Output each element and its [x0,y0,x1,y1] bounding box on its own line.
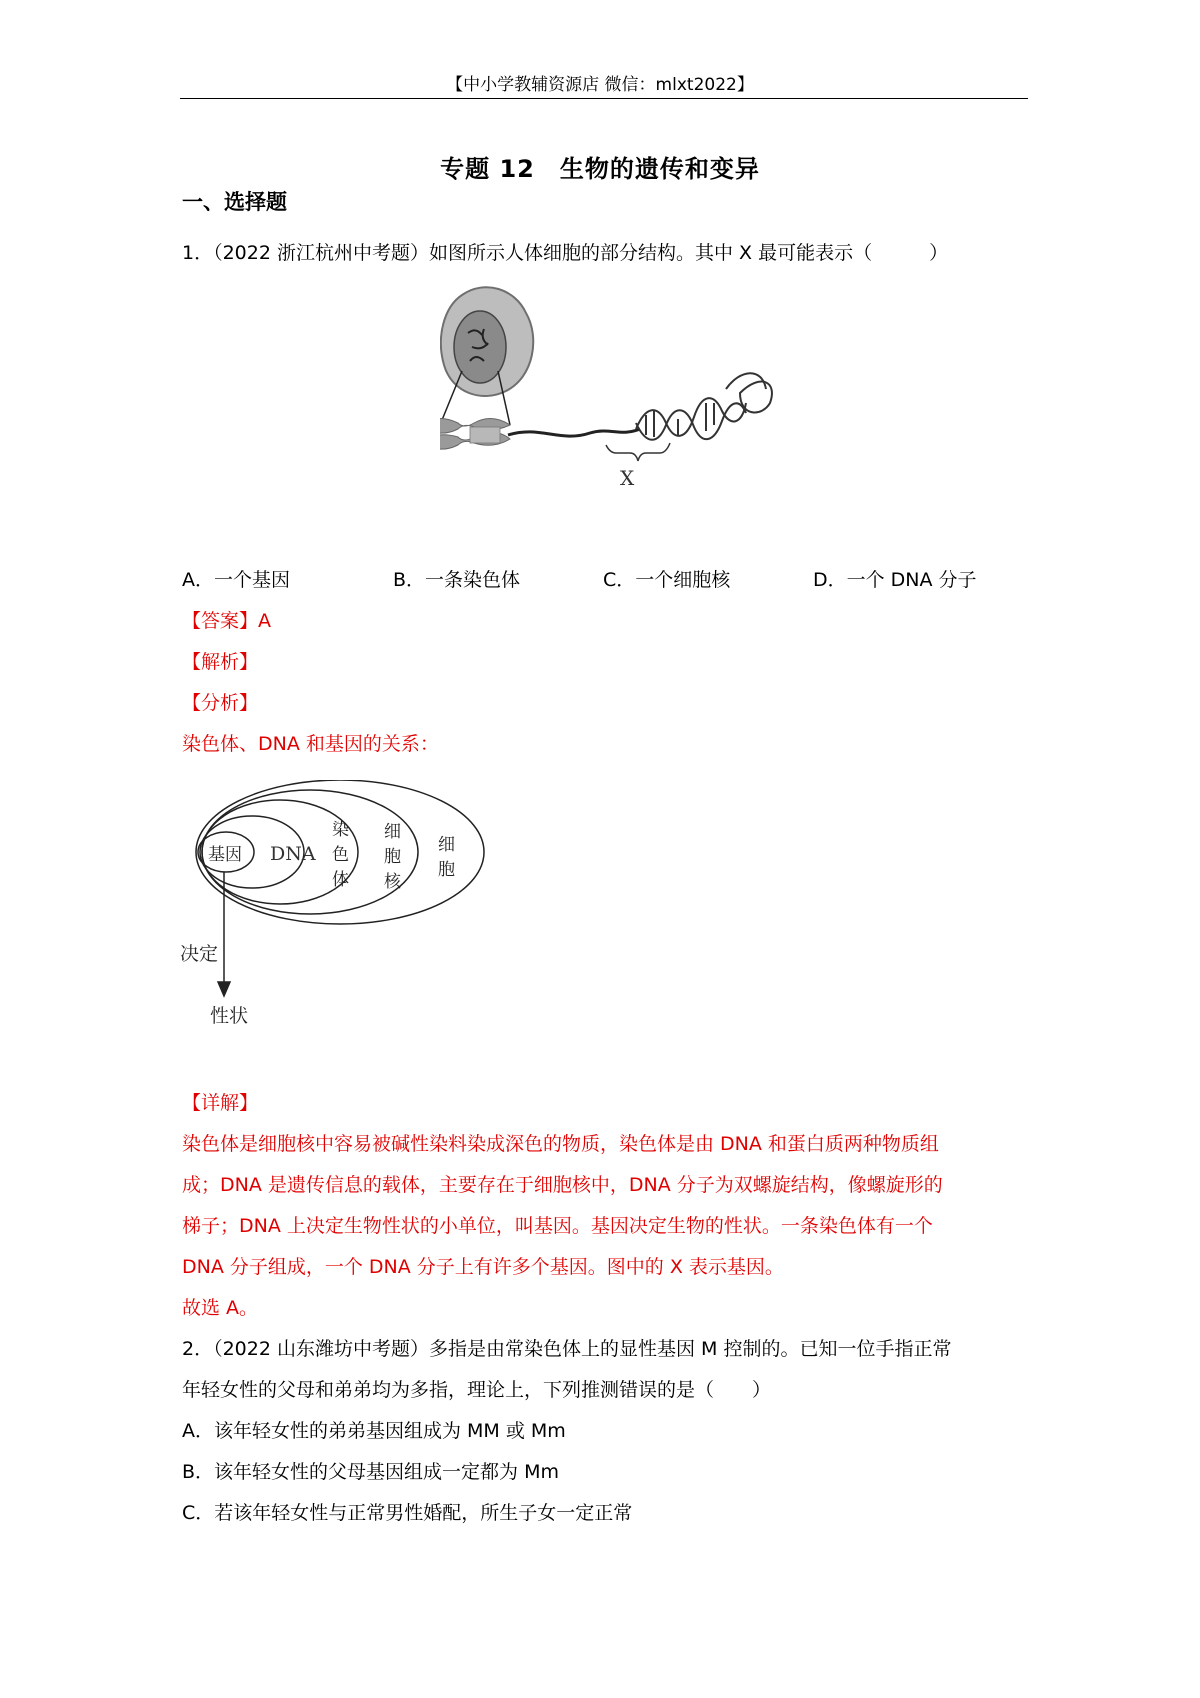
venn-decide-label: 决定 [180,943,219,965]
q1-explanation-line-3: 梯子；DNA 上决定生物性状的小单位，叫基因。基因决定生物的性状。一条染色体有一个 [182,1215,933,1237]
cell-dna-svg [440,285,780,510]
q1-explanation-line-4: DNA 分子组成，一个 DNA 分子上有许多个基因。图中的 X 表示基因。 [182,1256,784,1278]
q1-option-d: D．一个 DNA 分子 [813,569,977,591]
dna-thread [508,429,640,436]
venn-chromosome-char-2: 色 [332,845,349,865]
x-bracket [606,443,670,461]
q2-option-b: B．该年轻女性的父母基因组成一定都为 Mm [182,1461,559,1483]
venn-nucleus-char-2: 胞 [384,847,401,867]
q2-stem-line-2: 年轻女性的父母和弟弟均为多指，理论上，下列推测错误的是（ ） [182,1379,772,1401]
venn-nucleus-char-3: 核 [384,872,401,892]
gene-dna-chromosome-diagram [180,780,490,1050]
venn-nucleus-char-1: 细 [384,822,401,842]
x-label: X [620,466,635,490]
venn-gene-label: 基因 [208,845,242,865]
q1-conclusion: 故选 A。 [182,1297,259,1319]
venn-chromosome-char-1: 染 [332,820,349,840]
q1-answer: 【答案】A [182,610,271,632]
decide-arrowhead [218,982,230,996]
chromosome-icon [440,418,510,449]
venn-chromosome-char-3: 体 [332,870,349,890]
venn-trait-label: 性状 [210,1005,249,1027]
q1-fenxi-label: 【分析】 [182,692,259,714]
venn-cell-char-2: 胞 [438,860,455,880]
q1-explanation-line-2: 成；DNA 是遗传信息的载体，主要存在于细胞核中，DNA 分子为双螺旋结构，像螺旋形的 [182,1174,943,1196]
q1-option-b: B．一条染色体 [393,569,521,591]
q1-jiexi-label: 【解析】 [182,651,259,673]
nested-ellipse-svg [180,780,490,1050]
document-title: 专题 12 生物的遗传和变异 [440,155,760,183]
q2-option-a: A．该年轻女性的弟弟基因组成为 MM 或 Mm [182,1420,566,1442]
double-helix-icon [636,373,772,440]
venn-cell-char-1: 细 [438,835,455,855]
q1-option-c: C．一个细胞核 [603,569,731,591]
q1-relation-intro: 染色体、DNA 和基因的关系： [182,733,439,755]
q2-stem-line-1: 2．（2022 山东潍坊中考题）多指是由常染色体上的显性基因 M 控制的。已知一位手指正常 [182,1338,952,1360]
q2-option-c: C．若该年轻女性与正常男性婚配，所生子女一定正常 [182,1502,633,1524]
cell-dna-figure [440,285,780,510]
header-rule [180,98,1028,99]
q1-option-a: A．一个基因 [182,569,290,591]
q1-explanation-line-1: 染色体是细胞核中容易被碱性染料染成深色的物质，染色体是由 DNA 和蛋白质两种物质组 [182,1133,939,1155]
q1-stem: 1．（2022 浙江杭州中考题）如图所示人体细胞的部分结构。其中 X 最可能表示（ ） [182,242,949,264]
section-heading: 一、选择题 [182,190,287,214]
q1-xiangjie-label: 【详解】 [182,1092,259,1114]
venn-dna-label: DNA [270,843,316,865]
page-header: 【中小学教辅资源店 微信：mlxt2022】 [446,75,754,95]
